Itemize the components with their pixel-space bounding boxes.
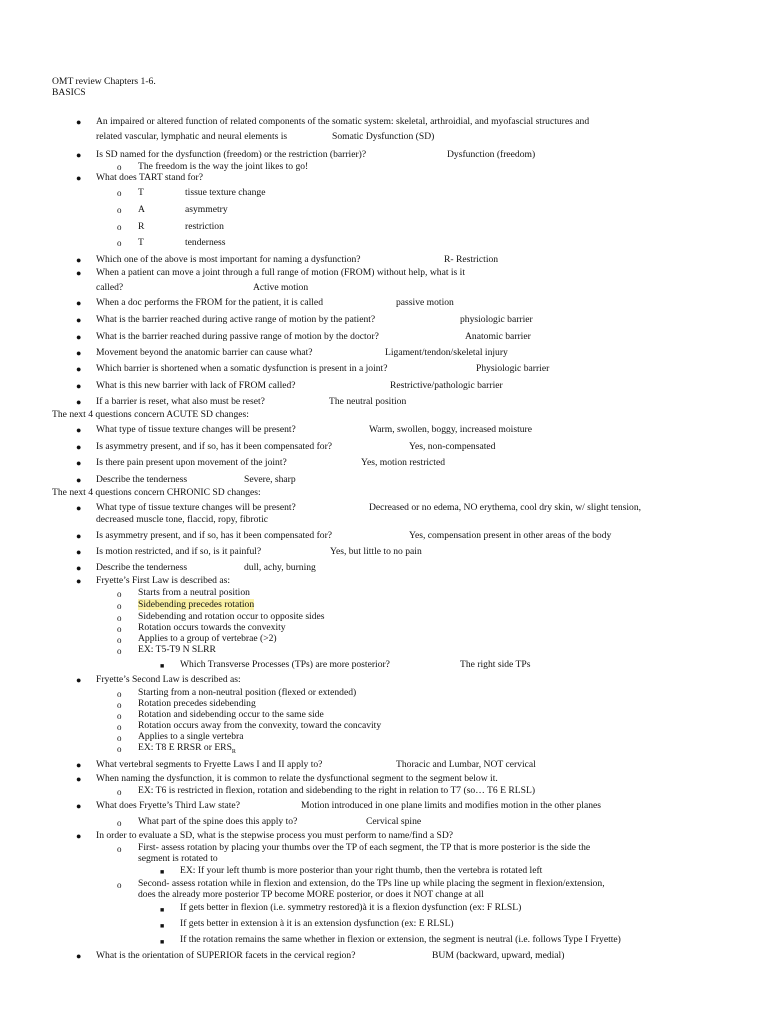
answer-text: Yes, but little to no pain (330, 546, 422, 557)
sub-bullet-icon: o (117, 205, 122, 215)
sub-bullet-icon: o (117, 880, 122, 890)
bullet-icon: ● (76, 348, 82, 358)
sub-item-text: segment is rotated to (138, 853, 218, 864)
sub-bullet-icon: o (117, 613, 122, 623)
question-text: Is there pain present upon movement of the joint? (96, 457, 287, 468)
sub-sub-item-text: If gets better in flexion (i.e. symmetry restored)à it is a flexion dysfunction (ex: F RLSL) (180, 902, 522, 913)
question-text: What is the barrier reached during active range of motion by the patient? (96, 314, 376, 325)
section-intro: The next 4 questions concern ACUTE SD changes: (52, 409, 249, 420)
answer-text: Yes, compensation present in other areas of the body (409, 530, 612, 541)
sub-item-text: The freedom is the way the joint likes to go! (138, 161, 309, 172)
bullet-icon: ● (76, 315, 82, 325)
question-text: Fryette’s First Law is described as: (96, 575, 231, 586)
answer-text: Cervical spine (366, 816, 422, 827)
bullet-icon: ● (76, 801, 82, 811)
bullet-icon: ● (76, 475, 82, 485)
tart-letter: T (138, 237, 144, 248)
sub-item-text: Sidebending and rotation occur to opposite sides (138, 611, 325, 622)
answer-text: The right side TPs (460, 659, 531, 670)
square-bullet-icon: ■ (160, 662, 165, 670)
sub-bullet-icon: o (117, 700, 122, 710)
bullet-icon: ● (76, 531, 82, 541)
answer-text: The neutral position (329, 396, 407, 407)
question-text: Which barrier is shortened when a somatic dysfunction is present in a joint? (96, 363, 388, 374)
question-text: Fryette’s Second Law is described as: (96, 674, 241, 685)
section-intro: The next 4 questions concern CHRONIC SD changes: (52, 487, 261, 498)
answer-text: Yes, non-compensated (409, 441, 496, 452)
question-text: Movement beyond the anatomic barrier can cause what? (96, 347, 313, 358)
tart-word: tissue texture change (185, 187, 266, 198)
bullet-icon: ● (76, 364, 82, 374)
bullet-icon: ● (76, 150, 82, 160)
question-text: What is the orientation of SUPERIOR facets in the cervical region? (96, 950, 356, 961)
bullet-icon: ● (76, 576, 82, 586)
answer-text: Somatic Dysfunction (SD) (332, 131, 435, 142)
sub-item-text: Rotation occurs towards the convexity (138, 622, 286, 633)
answer-text: Ligament/tendon/skeletal injury (385, 347, 508, 358)
bullet-icon: ● (76, 268, 82, 278)
sub-item-text: Second- assess rotation while in flexion and extension, do the TPs line up while placing the segment in flexion/extension, (138, 878, 605, 889)
answer-text: Thoracic and Lumbar, NOT cervical (396, 759, 536, 770)
question-text: Is asymmetry present, and if so, has it been compensated for? (96, 530, 333, 541)
highlight-mark: Sidebending precedes rotation (138, 599, 255, 610)
answer-text: Warm, swollen, boggy, increased moisture (369, 424, 532, 435)
sub-bullet-icon: o (117, 722, 122, 732)
bullet-icon: ● (76, 951, 82, 961)
sub-sub-item-text: EX: If your left thumb is more posterior than your right thumb, then the vertebra is rotated left (180, 865, 543, 876)
question-text: What does Fryette’s Third Law state? (96, 800, 240, 811)
answer-text: Decreased or no edema, NO erythema, cool dry skin, w/ slight tension, (369, 502, 642, 513)
question-text: What is the barrier reached during passive range of motion by the doctor? (96, 331, 379, 342)
sub-bullet-icon: o (117, 787, 122, 797)
square-bullet-icon: ■ (160, 938, 165, 946)
answer-text: decreased muscle tone, flaccid, ropy, fibrotic (96, 514, 268, 525)
answer-text: physiologic barrier (460, 314, 533, 325)
bullet-icon: ● (76, 381, 82, 391)
bullet-icon: ● (76, 760, 82, 770)
sub-item-text: Applies to a group of vertebrae (>2) (138, 633, 277, 644)
bullet-icon: ● (76, 173, 82, 183)
square-bullet-icon: ■ (160, 868, 165, 876)
question-text: If a barrier is reset, what also must be reset? (96, 396, 265, 407)
bullet-icon: ● (76, 332, 82, 342)
answer-text: Active motion (253, 282, 309, 293)
tart-word: tenderness (185, 237, 226, 248)
question-text: Is SD named for the dysfunction (freedom) or the restriction (barrier)? (96, 149, 367, 160)
sub-item-text-highlighted (138, 599, 254, 610)
example-text: EX: T8 E RRSR or ERS (138, 742, 232, 753)
bullet-icon: ● (76, 298, 82, 308)
bullet-icon: ● (76, 117, 82, 127)
question-text: Describe the tenderness (96, 474, 188, 485)
question-text: When naming the dysfunction, it is common to relate the dysfunctional segment to the segment below it. (96, 773, 498, 784)
question-text: An impaired or altered function of related components of the somatic system: skeletal, arthroidial, and myofascial structures and (96, 116, 590, 127)
sub-item-text: Applies to a single vertebra (138, 731, 244, 742)
bullet-icon: ● (76, 255, 82, 265)
answer-text: Dysfunction (freedom) (447, 149, 536, 160)
sub-item-text: Rotation and sidebending occur to the same side (138, 709, 324, 720)
sub-item-text: does the already more posterior TP become MORE posterior, or does it NOT change at all (138, 889, 484, 900)
question-text: What type of tissue texture changes will be present? (96, 502, 296, 513)
bullet-icon: ● (76, 425, 82, 435)
subscript: R (231, 748, 236, 755)
sub-sub-item-text: If the rotation remains the same whether in flexion or extension, the segment is neutral (i.e. follows Type I Fryette) (180, 934, 621, 945)
bullet-icon: ● (76, 458, 82, 468)
answer-text: dull, achy, burning (244, 562, 316, 573)
sub-bullet-icon: o (117, 744, 122, 754)
sub-bullet-icon: o (117, 601, 122, 611)
bullet-icon: ● (76, 831, 82, 841)
question-text: What type of tissue texture changes will be present? (96, 424, 296, 435)
sub-item-text: First- assess rotation by placing your thumbs over the TP of each segment, the TP that is more posterior is the side the (138, 842, 591, 853)
bullet-icon: ● (76, 547, 82, 557)
answer-text: Severe, sharp (244, 474, 296, 485)
square-bullet-icon: ■ (160, 906, 165, 914)
sub-item-text: EX: T5-T9 N SLRR (138, 644, 216, 655)
sub-bullet-icon: o (117, 733, 122, 743)
bullet-icon: ● (76, 503, 82, 513)
question-text: What does TART stand for? (96, 172, 204, 183)
answer-text: Anatomic barrier (465, 331, 531, 342)
question-text: related vascular, lymphatic and neural elements is (96, 131, 288, 142)
tart-letter: A (138, 204, 145, 215)
sub-bullet-icon: o (117, 646, 122, 656)
sub-item-text: Starts from a neutral position (138, 587, 250, 598)
answer-text: passive motion (396, 297, 454, 308)
tart-word: restriction (185, 221, 224, 232)
sub-bullet-icon: o (117, 589, 122, 599)
sub-bullet-icon: o (117, 818, 122, 828)
answer-text: Motion introduced in one plane limits and modifies motion in the other planes (301, 800, 602, 811)
bullet-icon: ● (76, 563, 82, 573)
sub-sub-item-text: If gets better in extension à it is an extension dysfunction (ex: E RLSL) (180, 918, 454, 929)
question-text: What vertebral segments to Fryette Laws I and II apply to? (96, 759, 323, 770)
sub-bullet-icon: o (117, 844, 122, 854)
bullet-icon: ● (76, 397, 82, 407)
section-heading: BASICS (52, 87, 86, 98)
sub-bullet-icon: o (117, 711, 122, 721)
question-text: What is this new barrier with lack of FROM called? (96, 380, 296, 391)
answer-text: Physiologic barrier (476, 363, 550, 374)
answer-text: Yes, motion restricted (361, 457, 446, 468)
question-text: In order to evaluate a SD, what is the stepwise process you must perform to name/find a SD? (96, 830, 454, 841)
sub-bullet-icon: o (117, 635, 122, 645)
tart-word: asymmetry (185, 204, 228, 215)
tart-letter: T (138, 187, 144, 198)
sub-item-text: EX: T6 is restricted in flexion, rotation and sidebending to the right in relation to T7 (so… T6 E RLSL) (138, 785, 536, 796)
tart-letter: R (138, 221, 145, 232)
answer-text: Restrictive/pathologic barrier (390, 380, 503, 391)
question-text: Is motion restricted, and if so, is it painful? (96, 546, 262, 557)
sub-bullet-icon: o (117, 222, 122, 232)
bullet-icon: ● (76, 774, 82, 784)
question-text: called? (96, 282, 124, 293)
sub-bullet-icon: o (117, 188, 122, 198)
question-text: Which one of the above is most important for naming a dysfunction? (96, 254, 361, 265)
bullet-icon: ● (76, 675, 82, 685)
sub-bullet-icon: o (117, 689, 122, 699)
sub-item-text (138, 742, 236, 758)
sub-item-text: Rotation precedes sidebending (138, 698, 256, 709)
answer-text: BUM (backward, upward, medial) (432, 950, 565, 961)
bullet-icon: ● (76, 442, 82, 452)
sub-item-text: Starting from a non-neutral position (flexed or extended) (138, 687, 357, 698)
question-text: When a doc performs the FROM for the patient, it is called (96, 297, 323, 308)
question-text: Describe the tenderness (96, 562, 188, 573)
sub-item-text: Rotation occurs away from the convexity, toward the concavity (138, 720, 382, 731)
square-bullet-icon: ■ (160, 922, 165, 930)
answer-text: R- Restriction (444, 254, 499, 265)
question-text: Is asymmetry present, and if so, has it been compensated for? (96, 441, 333, 452)
sub-bullet-icon: o (117, 162, 122, 172)
sub-item-text: What part of the spine does this apply to? (138, 816, 298, 827)
sub-sub-item-text: Which Transverse Processes (TPs) are more posterior? (180, 659, 390, 670)
sub-bullet-icon: o (117, 624, 122, 634)
question-text: When a patient can move a joint through a full range of motion (FROM) without help, what is it (96, 267, 466, 278)
document-title: OMT review Chapters 1-6. (52, 76, 156, 87)
sub-bullet-icon: o (117, 238, 122, 248)
